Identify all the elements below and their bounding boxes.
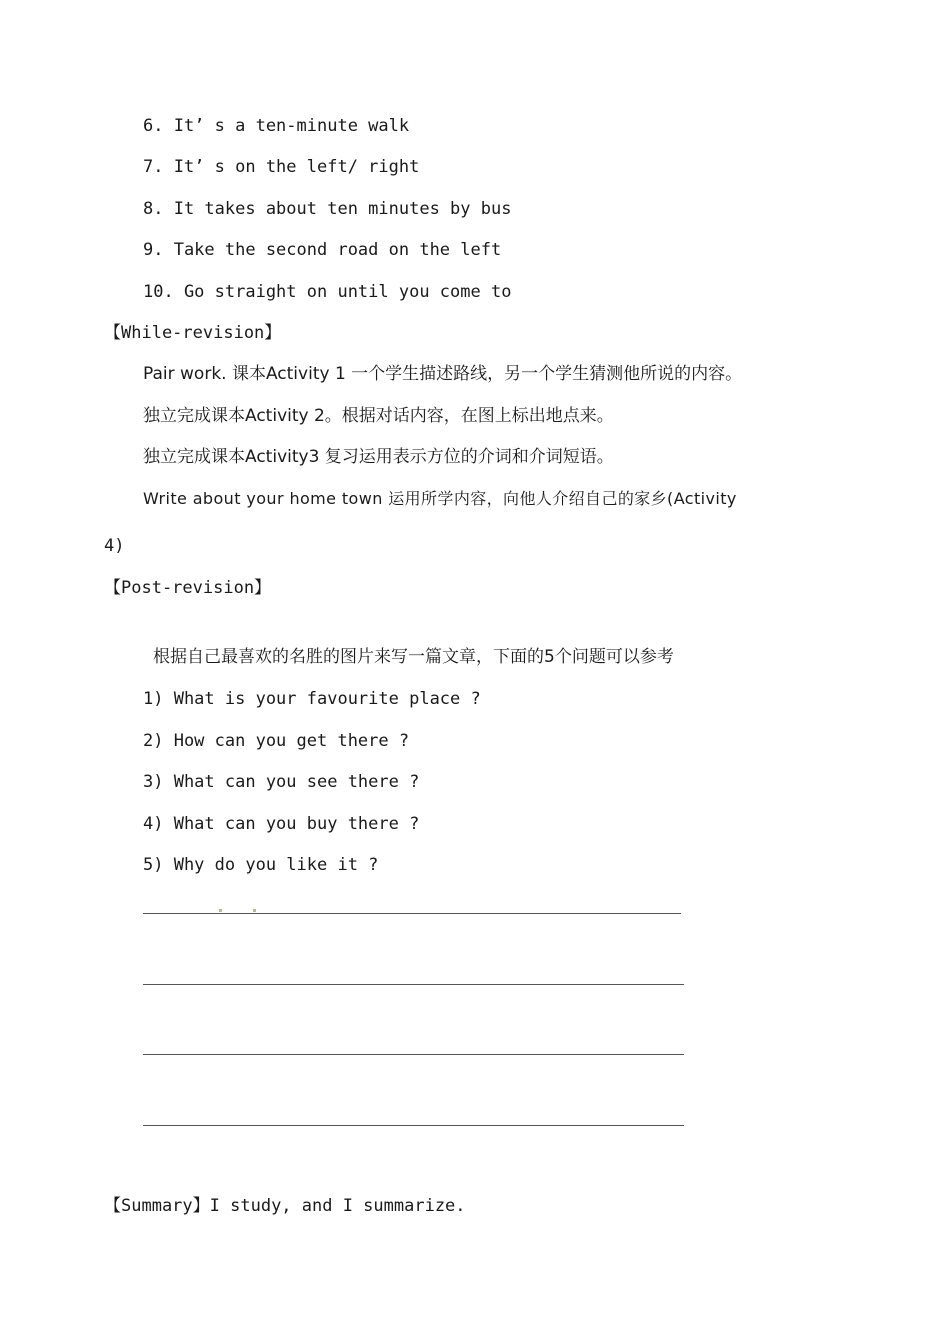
while-revision-heading: 【While-revision】 [104, 323, 282, 343]
question-item: 1) What is your favourite place ? [143, 689, 481, 709]
summary-line [104, 1195, 466, 1217]
question-item: 2) How can you get there ? [143, 731, 410, 751]
post-revision-intro: 根据自己最喜欢的名胜的图片来写一篇文章，下面的5个问题可以参考 [153, 647, 674, 667]
summary-heading: 【Summary】 [104, 1196, 210, 1216]
step-item: 6. It’ s a ten-minute walk [143, 116, 410, 136]
while-revision-continuation: 4) [104, 536, 125, 556]
dot-mark [219, 909, 222, 912]
answer-line [143, 984, 684, 985]
post-revision-heading: 【Post-revision】 [104, 578, 272, 598]
answer-line [143, 1054, 684, 1055]
dot-mark [253, 909, 256, 912]
answer-line [143, 913, 681, 914]
step-item: 10. Go straight on until you come to [143, 282, 512, 302]
question-item: 4) What can you buy there ? [143, 814, 420, 834]
step-item: 9. Take the second road on the left [143, 240, 502, 260]
question-item: 3) What can you see there ? [143, 772, 420, 792]
while-revision-item: 独立完成课本Activity3 复习运用表示方位的介词和介词短语。 [143, 447, 614, 467]
summary-text: I study, and I summarize. [209, 1196, 466, 1216]
step-item: 8. It takes about ten minutes by bus [143, 199, 512, 219]
answer-line [143, 1125, 684, 1126]
while-revision-item: Write about your home town 运用所学内容，向他人介绍自己的家乡(Activity [143, 489, 737, 508]
question-item: 5) Why do you like it ? [143, 855, 379, 875]
step-item: 7. It’ s on the left/ right [143, 157, 420, 177]
while-revision-item: 独立完成课本Activity 2。根据对话内容，在图上标出地点来。 [143, 406, 614, 426]
while-revision-item: Pair work. 课本Activity 1 一个学生描述路线，另一个学生猜测他所说的内容。 [143, 364, 743, 384]
